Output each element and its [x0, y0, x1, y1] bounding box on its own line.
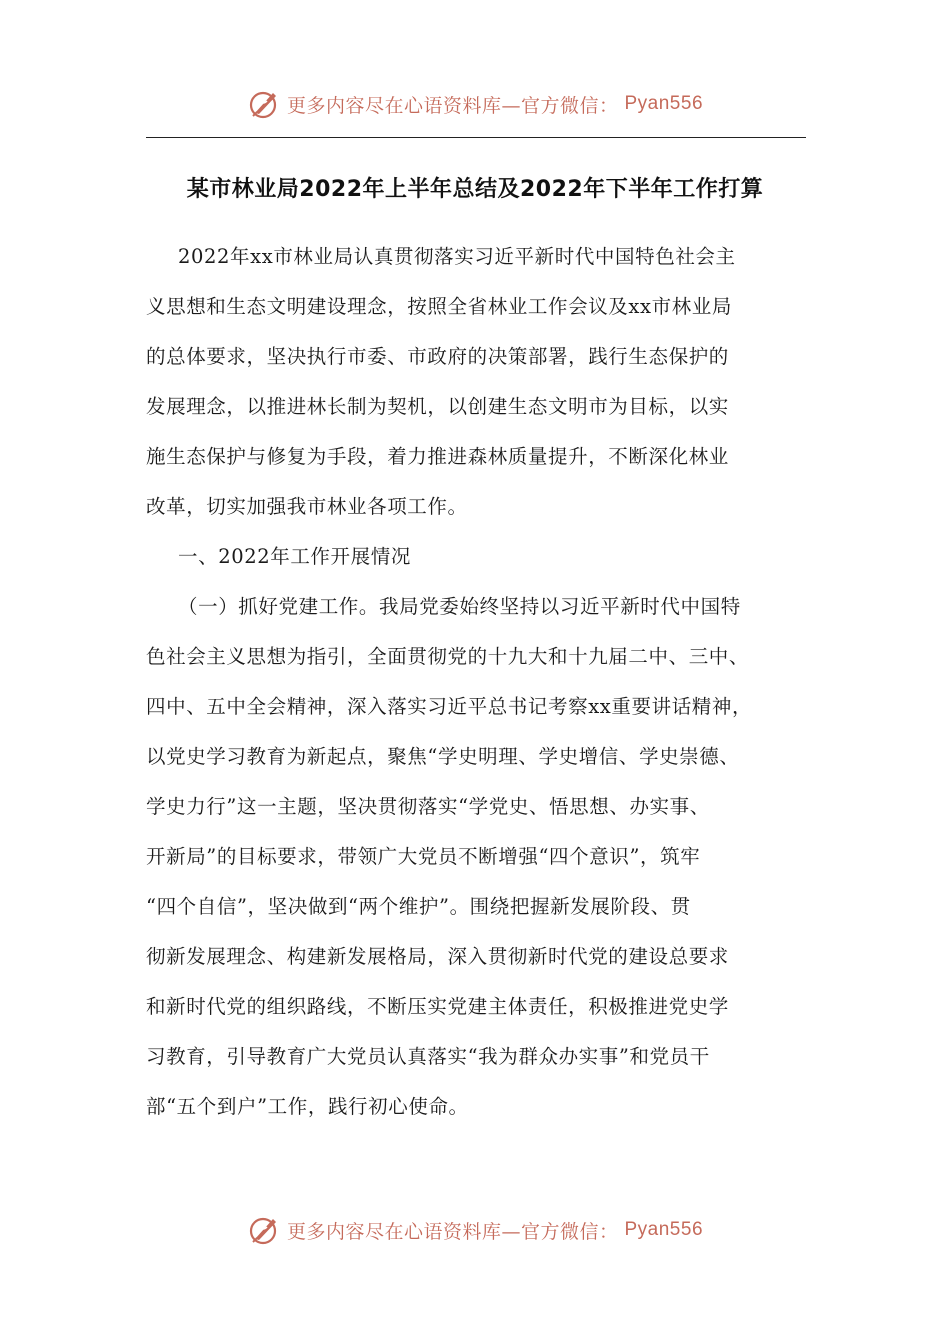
text-line: 学史力行”这一主题，坚决贯彻落实“学党史、悟思想、办实事、 — [146, 795, 710, 818]
text-line: 的总体要求，坚决执行市委、市政府的决策部署，践行生态保护的 — [146, 345, 729, 368]
text-line: “四个自信”，坚决做到“两个维护”。围绕把握新发展阶段、贯 — [146, 895, 691, 918]
text-line: 以党史学习教育为新起点，聚焦“学史明理、学史增信、学史崇德、 — [146, 745, 740, 768]
text-line: 发展理念，以推进林长制为契机，以创建生态文明市为目标，以实 — [146, 395, 729, 418]
text-line: 施生态保护与修复为手段，着力推进森林质量提升，不断深化林业 — [146, 445, 729, 468]
header-watermark — [247, 87, 703, 121]
quill-logo-icon — [247, 1213, 281, 1247]
text-line: （一）抓好党建工作。我局党委始终坚持以习近平新时代中国特 — [178, 595, 741, 618]
quill-logo-icon — [247, 87, 281, 121]
text-line: 和新时代党的组织路线，不断压实党建主体责任，积极推进党史学 — [146, 995, 729, 1018]
text-line: 部“五个到户”工作，践行初心使命。 — [146, 1095, 469, 1118]
section-heading: 一、2022年工作开展情况 — [178, 545, 411, 568]
footer-brand-text: 更多内容尽在心语资料库—官方微信： — [286, 1220, 619, 1243]
header-divider — [146, 137, 806, 138]
text-line: 彻新发展理念、构建新发展格局，深入贯彻新时代党的建设总要求 — [146, 945, 729, 968]
document-body — [146, 232, 810, 1132]
footer-watermark — [247, 1213, 703, 1247]
text-line: 义思想和生态文明建设理念，按照全省林业工作会议及xx市林业局 — [146, 295, 732, 318]
page-footer — [0, 1210, 950, 1250]
text-line: 2022年xx市林业局认真贯彻落实习近平新时代中国特色社会主 — [178, 245, 736, 268]
text-line: 改革，切实加强我市林业各项工作。 — [146, 495, 468, 518]
text-line: 习教育，引导教育广大党员认真落实“我为群众办实事”和党员干 — [146, 1045, 710, 1068]
page-header — [0, 84, 950, 124]
text-line: 色社会主义思想为指引，全面贯彻党的十九大和十九届二中、三中、 — [146, 645, 750, 668]
text-line: 开新局”的目标要求，带领广大党员不断增强“四个意识”，筑牢 — [146, 845, 701, 868]
footer-wechat-handle: Pyan556 — [624, 1219, 704, 1240]
document-title: 某市林业局2022年上半年总结及2022年下半年工作打算 — [186, 177, 764, 202]
text-line: 四中、五中全会精神，深入落实习近平总书记考察xx重要讲话精神， — [146, 695, 753, 718]
header-wechat-handle: Pyan556 — [624, 93, 704, 114]
header-brand-text: 更多内容尽在心语资料库—官方微信： — [286, 94, 619, 117]
